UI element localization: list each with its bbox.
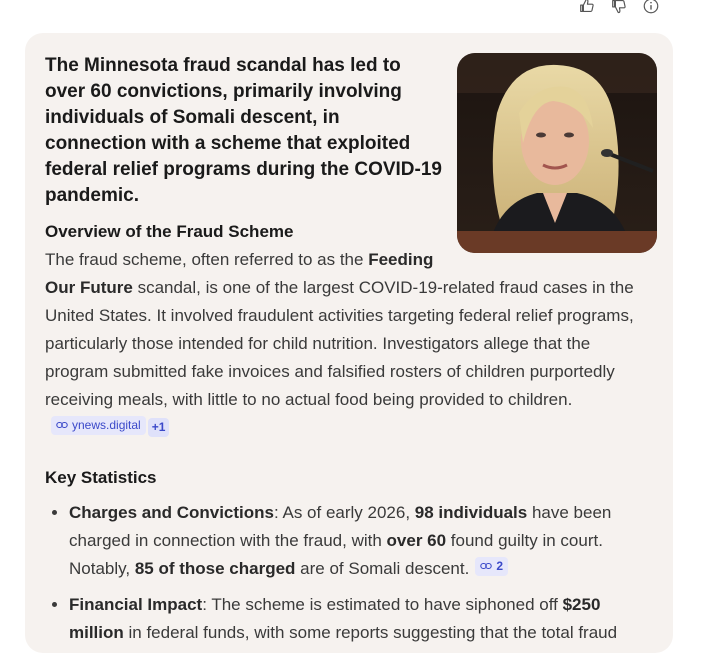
item-label: Charges and Convictions [69, 503, 274, 522]
overview-text-1: The fraud scheme, often referred to as the [45, 250, 369, 269]
speaker-photo[interactable] [457, 53, 657, 253]
overview-heading: Overview of the Fraud Scheme [45, 222, 294, 241]
info-icon[interactable] [642, 0, 660, 15]
item-bold: over 60 [386, 531, 447, 550]
response-actions [578, 0, 660, 16]
item-text: found guilty in court. Notably, [69, 531, 603, 578]
program-name: Feeding Our Future [45, 250, 434, 297]
citation-source: ynews.digital [72, 417, 141, 432]
item-text: have been charged in connection with the fraud, with [69, 503, 612, 550]
citation-chip-ynews[interactable] [51, 416, 146, 435]
item-text: in federal funds, with some reports suggesting that the total fraud [123, 623, 618, 642]
thumbs-down-icon[interactable] [610, 0, 628, 15]
thumbs-up-icon[interactable] [578, 0, 596, 15]
citation-more-button[interactable]: +1 [148, 418, 170, 437]
citation-chip-count[interactable] [475, 557, 508, 576]
key-statistics-heading: Key Statistics [45, 468, 157, 487]
overview-text-2: scandal, is one of the largest COVID-19-related fraud cases in the United States. It involved fraudulent activities targeting federal relief programs, particularly those intended for child nutrition. Investigators allege that the program submitted fake invoices and falsified rosters of children purportedly receiving meals, with little to no actual food being provided to children. [45, 278, 634, 409]
list-item [69, 591, 657, 647]
item-text: are of Somali descent. [295, 559, 470, 578]
item-text: : As of early 2026, [273, 503, 415, 522]
item-bold: $250 million [69, 595, 601, 642]
overview-paragraph [45, 246, 657, 442]
citation-count: 2 [496, 558, 503, 573]
answer-headline: The Minnesota fraud scandal has led to over 60 convictions, primarily involving individuals of Somali descent, in connection with a scheme that exploited federal relief programs during the COVID-19 pandemic. [45, 55, 442, 206]
link-icon [56, 419, 68, 431]
item-label: Financial Impact [69, 595, 203, 614]
link-icon [480, 560, 492, 572]
item-bold: 85 of those charged [134, 559, 296, 578]
list-item [69, 499, 657, 583]
item-text: : The scheme is estimated to have siphoned off [202, 595, 563, 614]
response-content [45, 53, 657, 655]
item-bold: 98 individuals [414, 503, 528, 522]
key-statistics-list [45, 499, 657, 647]
